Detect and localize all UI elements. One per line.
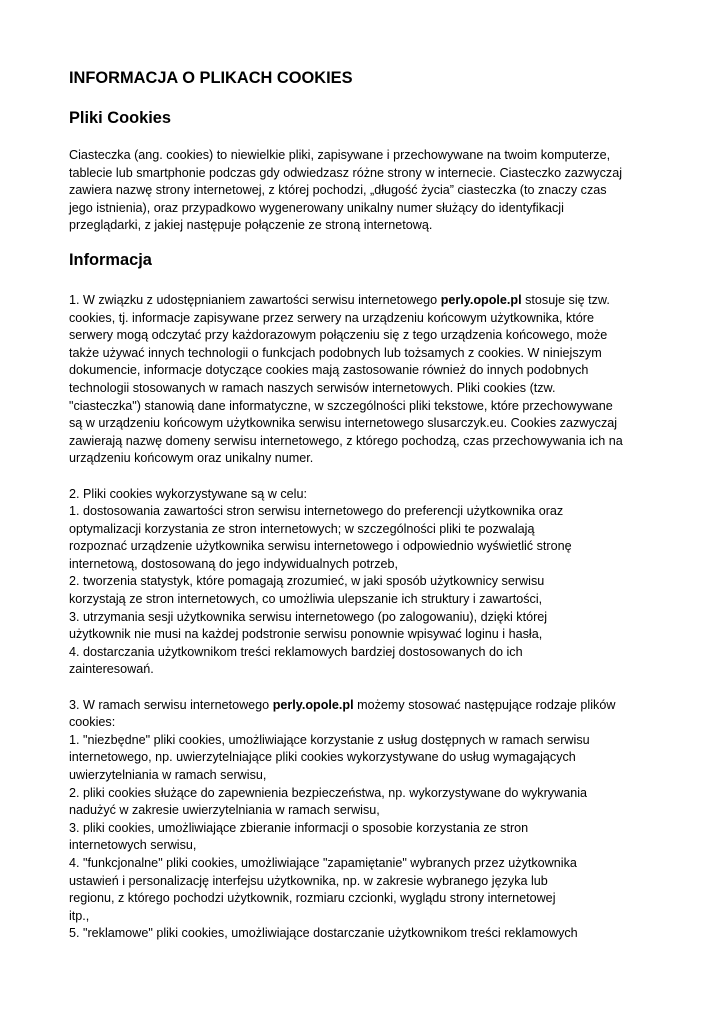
- text-line: 2. pliki cookies służące do zapewnienia bezpieczeństwa, np. wykorzystywane do wykrywania: [69, 785, 587, 800]
- text-line: urządzeniu końcowym oraz unikalny numer.: [69, 451, 314, 466]
- text-line: [69, 292, 669, 310]
- text-line: zawiera nazwę strony internetowej, z której pochodzi, „długość życia” ciasteczka (to znaczy czas: [69, 183, 607, 198]
- section-heading-informacja: Informacja: [69, 250, 152, 269]
- text-line: internetową, dostosowaną do jego indywidualnych potrzeb,: [69, 556, 399, 571]
- text-line: itp.,: [69, 908, 90, 923]
- section-heading-pliki-cookies: Pliki Cookies: [69, 109, 172, 127]
- text-line: uwierzytelniania w ramach serwisu,: [69, 768, 267, 782]
- text-line: internetowych serwisu,: [69, 838, 197, 853]
- text-line: dokumencie, informacje dotyczące cookies mają zastosowanie również do innych podobnych: [69, 363, 589, 378]
- document-page: [69, 60, 669, 943]
- text-line: 2. tworzenia statystyk, które pomagają zrozumieć, w jaki sposób użytkownicy serwisu: [69, 574, 545, 589]
- text-line: "ciasteczka") stanowią dane informatyczne, w szczególności pliki tekstowe, które przechowywane: [69, 398, 613, 413]
- paragraph-1: [69, 292, 669, 468]
- text-line: 5. "reklamowe" pliki cookies, umożliwiające dostarczanie użytkownikom treści reklamowych: [69, 926, 578, 941]
- text-line: 4. dostarczania użytkownikom treści reklamowych bardziej dostosowanych do ich: [69, 644, 523, 659]
- text-line: optymalizacji korzystania ze stron internetowych; w szczególności pliki te pozwalają: [69, 521, 535, 536]
- text-segment: 1. W związku z udostępnianiem zawartości serwisu internetowego: [69, 292, 441, 307]
- text-line: użytkownik nie musi na każdej podstronie serwisu ponownie wpisywać loginu i hasła,: [69, 627, 543, 642]
- text-line: cookies, tj. informacje zapisywane przez serwery na urządzeniu końcowym użytkownika, które: [69, 310, 594, 325]
- text-line: jego istnienia), oraz przypadkowo wygenerowany unikalny numer służący do identyfikacji: [69, 200, 564, 215]
- intro-paragraph: [69, 147, 669, 235]
- text-line: ustawień i personalizację interfejsu użytkownika, np. w zakresie wybranego języka lub: [69, 873, 548, 888]
- site-name: perly.opole.pl: [272, 697, 354, 712]
- text-segment: stosuje się tzw.: [521, 292, 610, 307]
- page-title: INFORMACJA O PLIKACH COOKIES: [69, 69, 353, 87]
- text-line: 2. Pliki cookies wykorzystywane są w celu:: [69, 486, 307, 501]
- paragraph-3: [69, 697, 669, 943]
- text-line: Ciasteczka (ang. cookies) to niewielkie pliki, zapisywane i przechowywane na twoim komputerze,: [69, 148, 611, 162]
- text-line: zawierają nazwę domeny serwisu internetowego, z którego pochodzą, czas przechowywania ich na: [69, 433, 623, 448]
- text-line: regionu, z którego pochodzi użytkownik, rozmiaru czcionki, wyglądu strony internetowej: [69, 891, 556, 906]
- paragraph-2: [69, 486, 669, 680]
- text-line: korzystają ze stron internetowych, co umożliwia ulepszanie ich struktury i zawartości,: [69, 592, 543, 607]
- text-line: cookies:: [69, 715, 116, 730]
- text-line: serwery mogą odczytać przy każdorazowym połączeniu się z tego urządzenia końcowego, może: [69, 328, 608, 343]
- text-line: 4. "funkcjonalne" pliki cookies, umożliwiające "zapamiętanie" wybranych przez użytkownika: [69, 855, 577, 870]
- text-line: także używać innych technologii o funkcjach podobnych lub tożsamych z cookies. W niniejszym: [69, 345, 602, 360]
- text-line: 3. utrzymania sesji użytkownika serwisu internetowego (po zalogowaniu), dzięki której: [69, 609, 548, 624]
- text-segment: 3. W ramach serwisu internetowego: [69, 697, 273, 712]
- text-line: są w urządzeniu końcowym użytkownika serwisu internetowego slusarczyk.eu. Cookies zazwyczaj: [69, 416, 618, 431]
- text-line: tablecie lub smartphonie podczas gdy odwiedzasz różne strony w internecie. Ciasteczko zazwyczaj: [69, 165, 622, 180]
- text-segment: możemy stosować następujące rodzaje plików: [353, 697, 616, 712]
- text-line: przeglądarki, z jakiej następuje połączenie ze stroną internetową.: [69, 218, 433, 233]
- text-line: 1. dostosowania zawartości stron serwisu internetowego do preferencji użytkownika oraz: [69, 504, 564, 519]
- text-line: 3. pliki cookies, umożliwiające zbieranie informacji o sposobie korzystania ze stron: [69, 820, 529, 835]
- site-name: perly.opole.pl: [440, 292, 522, 307]
- text-line: 1. "niezbędne" pliki cookies, umożliwiające korzystanie z usług dostępnych w ramach serwisu: [69, 732, 590, 747]
- text-line: [69, 697, 669, 715]
- text-line: rozpoznać urządzenie użytkownika serwisu internetowego i odpowiednio wyświetlić stronę: [69, 539, 572, 554]
- text-line: zainteresowań.: [69, 662, 154, 677]
- text-line: internetowego, np. uwierzytelniające pliki cookies wykorzystywane do usług wymagających: [69, 750, 576, 765]
- text-line: nadużyć w zakresie uwierzytelniania w ramach serwisu,: [69, 803, 380, 818]
- text-line: technologii stosowanych w ramach naszych serwisów internetowych. Pliki cookies (tzw.: [69, 380, 556, 395]
